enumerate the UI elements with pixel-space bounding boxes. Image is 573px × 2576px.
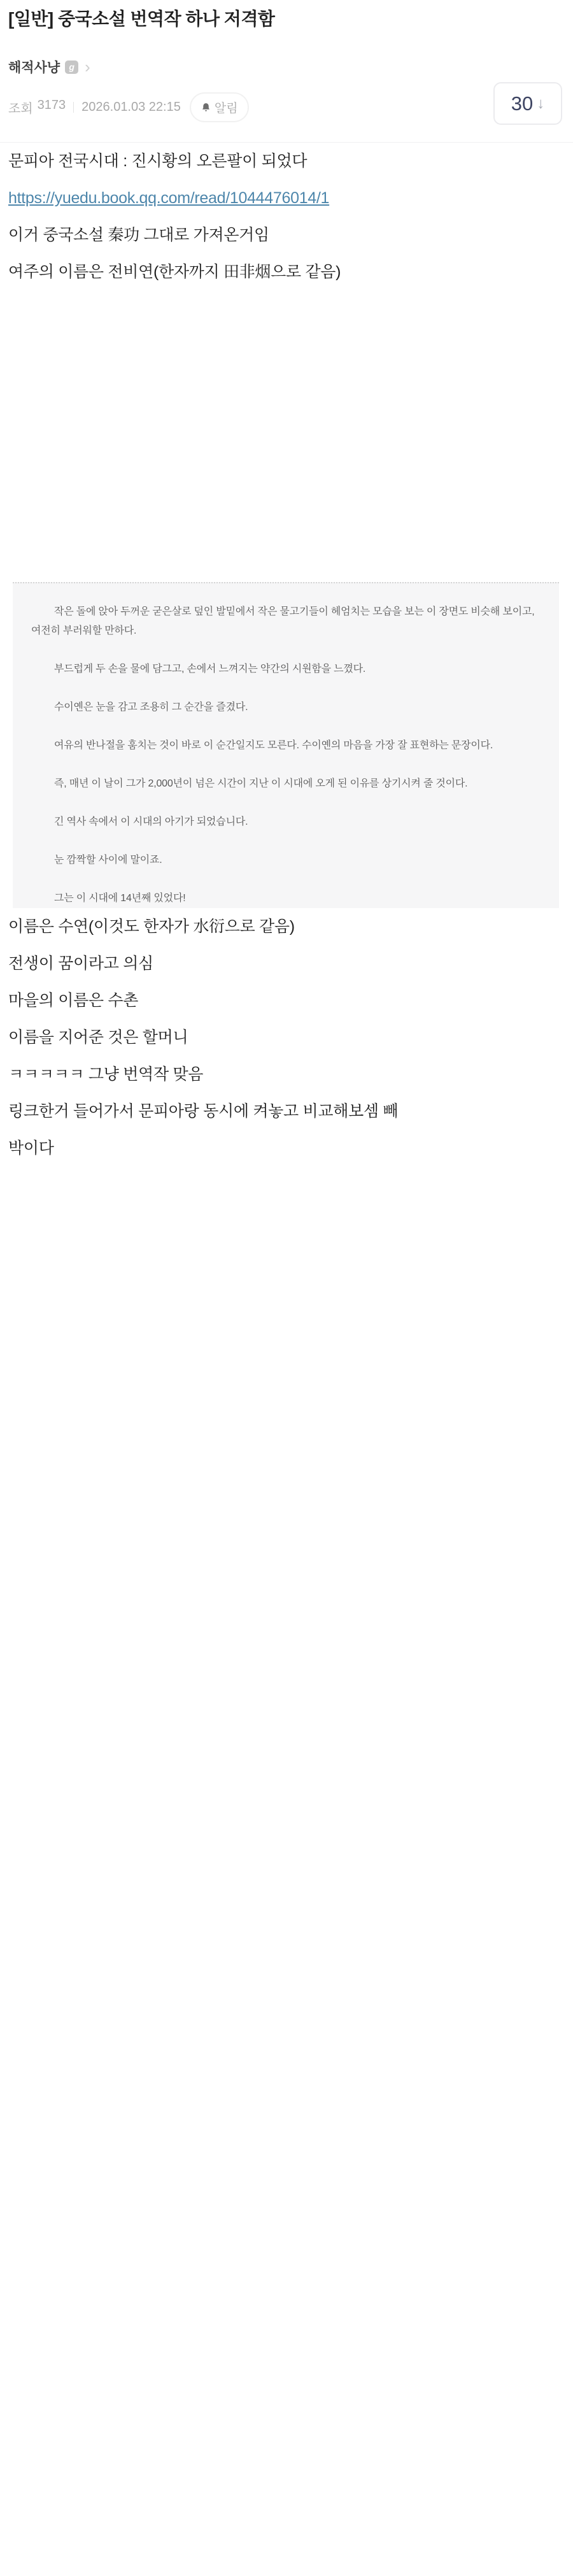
view-count-value: 3173 — [37, 97, 66, 112]
alarm-button[interactable] — [190, 92, 249, 122]
author-row — [8, 57, 565, 76]
bell-icon — [201, 102, 211, 113]
alarm-label: 알림 — [214, 101, 238, 115]
external-novel-link[interactable]: https://yuedu.book.qq.com/read/1044476014/1 — [8, 189, 330, 207]
quoted-novel-excerpt — [13, 582, 559, 908]
down-arrow-icon: ↓ — [537, 94, 545, 112]
quote-line: 부드럽게 두 손을 물에 담그고, 손에서 느껴지는 약간의 시원함을 느꼈다. — [54, 664, 366, 674]
quote-line: 즉, 매년 이 날이 그가 2,000년이 넘은 시간이 지난 이 시대에 오게 된 이유를 상기시켜 줄 것이다. — [54, 778, 468, 789]
body-paragraph: 여주의 이름은 전비연(한자까지 田非烟으로 같음) — [8, 263, 341, 281]
author-level-badge-icon: g — [65, 60, 78, 74]
body-paragraph: 전생이 꿈이라고 의심 — [8, 955, 153, 972]
chevron-right-icon: › — [85, 57, 90, 76]
quote-line: 그는 이 시대에 14년째 있었다! — [54, 893, 186, 904]
body-paragraph: ㅋㅋㅋㅋㅋ 그냥 번역작 맞음 — [8, 1065, 204, 1083]
comment-count-button[interactable] — [493, 82, 562, 125]
post-body — [0, 143, 573, 1167]
quote-line: 수이옌은 눈을 감고 조용히 그 순간을 즐겼다. — [54, 702, 248, 713]
body-paragraph: 마을의 이름은 수촌 — [8, 992, 139, 1009]
meta-separator — [73, 102, 74, 113]
post-meta-row — [8, 93, 565, 121]
post-datetime: 2026.01.03 22:15 — [81, 99, 181, 114]
post-header — [0, 0, 573, 121]
body-paragraph: 이름은 수연(이것도 한자가 水衍으로 같음) — [8, 918, 295, 936]
view-count-label: 조회 — [8, 101, 33, 116]
body-paragraph: 이거 중국소설 秦功 그대로 가져온거임 — [8, 226, 269, 244]
view-count — [8, 98, 66, 117]
body-paragraph: 링크한거 들어가서 문피아랑 동시에 켜놓고 비교해보셈 빼박이다 — [8, 1102, 399, 1157]
author-name[interactable]: 해적사냥 — [8, 60, 60, 75]
link-paragraph — [8, 180, 392, 217]
post-title: [일반] 중국소설 번역작 하나 저격함 — [8, 9, 275, 29]
quote-line: 작은 돌에 앉아 두꺼운 굳은살로 덮인 발밑에서 작은 물고기들이 헤엄치는 모습을 보는 이 장면도 비슷해 보이고, 여전히 부러워할 만하다. — [31, 606, 535, 636]
quote-line: 여유의 반나절을 훔치는 것이 바로 이 순간일지도 모른다. 수이옌의 마음을 가장 잘 표현하는 문장이다. — [54, 740, 493, 751]
comment-count: 30 — [511, 92, 534, 115]
body-paragraph: 문피아 전국시대 : 진시황의 오른팔이 되었다 — [8, 152, 308, 170]
body-paragraph: 이름을 지어준 것은 할머니 — [8, 1028, 188, 1046]
quote-line: 눈 깜짝할 사이에 말이죠. — [54, 855, 162, 865]
quote-line: 긴 역사 속에서 이 시대의 아기가 되었습니다. — [54, 816, 248, 827]
